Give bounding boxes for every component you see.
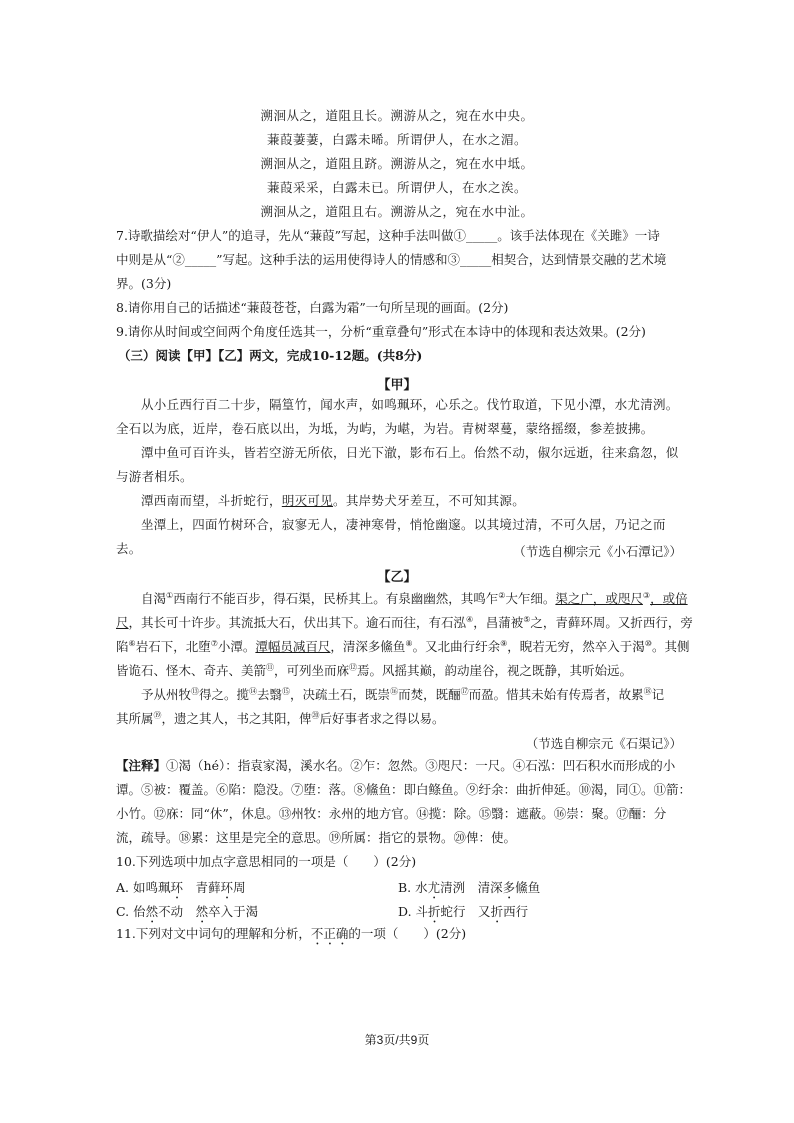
note-ref: ⑮ (282, 687, 291, 696)
option-c (116, 902, 258, 926)
opt-text: 卒入于渴 (208, 904, 259, 919)
yi-text: 其所属 (116, 711, 154, 727)
poem-line-2: 蒹葭萋萋，白露未晞。所谓伊人，在水之湄。 (266, 132, 527, 147)
opt-text: D. 斗 (398, 904, 429, 919)
passage-jia-para-4: 坐潭上，四面竹树环合，寂寥无人，凄神寒骨，悄怆幽邃。以其境过清，不可久居，乃记之而去。 (116, 517, 666, 556)
note-ref: ⑫ (349, 663, 358, 672)
yi-text: 岩石下，北堕 (135, 639, 211, 655)
opt-text: 蛇行 又 (440, 904, 491, 919)
yi-text: 而盈。惜其未始有传焉者，故累 (468, 687, 644, 703)
para-3-text-a: 潭西南而望，斗折蛇行， (141, 493, 282, 508)
underlined-phrase: 或倍 (662, 591, 688, 607)
note-ref: ② (498, 591, 506, 600)
yi-text: ，可列坐而庥 (274, 663, 350, 679)
yi-text: 去翳 (257, 687, 283, 703)
passage-jia-para-3 (116, 489, 682, 513)
yi-text: 焉。风摇其巅，韵动崖谷，视之既静，其听始远。 (357, 663, 633, 679)
underlined-phrase: 尺 (116, 615, 129, 631)
opt-text: C. 佁 (116, 904, 146, 919)
question-10: 10.下列选项中加点字意思相同的一项是（ ）(2分) (116, 854, 417, 869)
poem-line-5: 溯洄从之，道阻且右。溯游从之，宛在水中沚。 (260, 204, 534, 219)
underlined-phrase: 明灭可见 (281, 493, 334, 508)
note-ref: ④ (466, 615, 474, 624)
passage-yi-line-6 (116, 708, 682, 727)
opt-text: 不动 (158, 904, 196, 919)
notes-line-2: 谭。⑤被：覆盖。⑥陷：隐没。⑦堕：落。⑧鯈鱼：即白鲦鱼。⑨纡余：曲折伸延。⑩渴，同①。⑪箭： (116, 782, 692, 797)
para-3-text-b: 。其岸势犬牙差互，不可知其源。 (333, 493, 526, 508)
yi-text: 大乍细。 (505, 591, 556, 607)
poem-line-3: 溯洄从之，道阻且跻。溯游从之，宛在水中坻。 (260, 156, 534, 171)
opt-text: B. 水 (398, 880, 428, 895)
note-ref: ⑤ (523, 615, 531, 624)
yi-text: 皆诡石、怪木、奇卉、美箭 (116, 663, 267, 679)
question-11 (116, 926, 682, 948)
yi-text: ，遗之其人，书之其阳，俾 (161, 711, 312, 727)
option-d (398, 902, 528, 926)
dotted-char: 折 (490, 904, 504, 919)
poem-line-1: 溯洄从之，道阻且长。溯游从之，宛在水中央。 (260, 108, 534, 123)
yi-text: 记 (651, 687, 665, 703)
opt-text: 周 (233, 880, 246, 895)
opt-text: 青藓 (183, 880, 221, 895)
notes-label: 【注释】 (116, 758, 167, 773)
dotted-char: 折 (428, 904, 441, 919)
dotted-char: 然 (145, 904, 159, 919)
dotted-char: 然 (195, 904, 209, 919)
question-9: 9.请你从时间或空间两个角度任选其一，分析“重章叠句”形式在本诗中的体现和表达效果。(2分) (116, 324, 646, 339)
opt-text: 西行 (503, 904, 529, 919)
q11-text: 的一项（ ）(2分) (348, 926, 467, 941)
passage-jia-title: 【甲】 (377, 378, 417, 393)
yi-text: 得之。揽 (199, 687, 250, 703)
underlined-phrase: ， (650, 591, 663, 607)
yi-text: ，其长可十许步。其流抵大石，伏出其下。逾石而往，有石泓 (128, 615, 467, 631)
opt-text: 鯈鱼 (515, 880, 541, 895)
option-b (398, 878, 540, 902)
dotted-char: 尤 (427, 880, 441, 895)
yi-text: 西南行不能百步，得石渠，民桥其上。有泉幽幽然，其鸣乍 (173, 591, 499, 607)
dotted-char: 多 (502, 880, 516, 895)
notes-text: ①渴（hé）：指袁家渴，溪水名。②乍：忽然。③咫尺：一尺。④石泓：凹石积水而形成的小 (166, 758, 676, 773)
note-ref: ⑦ (210, 639, 218, 648)
dotted-emphasis: 不正确 (310, 926, 349, 941)
note-ref: ⑲ (153, 711, 162, 720)
note-ref: ⑩ (644, 639, 652, 648)
note-ref: ⑭ (249, 687, 258, 696)
opt-text: 清洌 清深 (440, 880, 503, 895)
yi-text: 。又北曲行纡余 (412, 639, 501, 655)
note-ref: ⑱ (643, 687, 652, 696)
underlined-phrase: 渠之广，或咫尺 (555, 591, 643, 607)
underlined-phrase: 潭幅员减百尺 (255, 639, 331, 655)
question-7-line-3: 界。(3分) (116, 276, 172, 291)
passage-jia-para-1: 从小丘西行百二十步，隔篁竹，闻水声，如鸣珮环，心乐之。伐竹取道，下见小潭，水尤清洌。全石以为底，近岸，卷石底以出，为坻，为屿，为嵁，为岩。青树翠蔓，蒙络摇缀，参差披拂。 (116, 397, 679, 436)
yi-text: 小潭。 (217, 639, 256, 655)
question-7-line-2: 中则是从“②_____”写起。这种手法的运用使得诗人的情感和③_____相契合，达到情景交融的艺术境 (116, 252, 667, 267)
notes-line-4: 流，疏导。⑱累：这里是完全的意思。⑲所属：指它的景物。⑳俾：使。 (116, 830, 517, 845)
note-ref: ⑬ (191, 687, 200, 696)
question-7-line-1: 7.诗歌描绘对“伊人”的追寻，先从“蒹葭”写起，这种手法叫做①_____。该手法体现在《关雎》一诗 (116, 228, 660, 243)
yi-text: ，决疏土石，既崇 (290, 687, 391, 703)
yi-text: ，昌蒲被 (473, 615, 524, 631)
option-a (116, 878, 246, 902)
note-ref: ③ (642, 591, 651, 600)
yi-text: 自渴 (141, 591, 167, 607)
yi-text: 予从州牧 (141, 687, 192, 703)
q11-text: 11.下列对文中词句的理解和分析， (116, 926, 311, 941)
note-ref: ⑳ (311, 711, 320, 720)
passage-yi-line-2 (116, 612, 693, 631)
note-ref: ⑪ (266, 663, 275, 672)
opt-text: A. 如鸣珮 (116, 880, 171, 895)
yi-text: 。其侧 (651, 639, 690, 655)
note-ref: ⑰ (460, 687, 469, 696)
dotted-char: 环 (220, 880, 234, 895)
note-ref: ① (166, 591, 174, 600)
dotted-char: 环 (170, 880, 183, 895)
question-8: 8.请你用自己的话描述“蒹葭苍苍，白露为霜”一句所呈现的画面。(2分) (116, 300, 509, 315)
note-ref: ⑧ (405, 639, 413, 648)
notes-line-3: 小竹。⑫庥：同“休”，休息。⑬州牧：永州的地方官。⑭揽：除。⑮翳：遮蔽。⑯崇：聚。⑰酾：分 (116, 806, 667, 821)
page-number: 第3页/共9页 (364, 1033, 430, 1047)
poem-line-4: 蒹葭采采，白露未已。所谓伊人，在水之涘。 (266, 180, 527, 195)
note-ref: ⑨ (500, 639, 508, 648)
passage-yi-title: 【乙】 (377, 570, 417, 585)
note-ref: ⑥ (128, 639, 136, 648)
yi-text: ，清深多鯈鱼 (330, 639, 406, 655)
yi-text: 后好事者求之得以易。 (319, 711, 445, 727)
passage-yi-source: （节选自柳宗元《石渠记》） (525, 736, 682, 751)
section-3-heading: （三）阅读【甲】【乙】两文，完成10-12题。(共8分) (118, 348, 423, 363)
yi-text: 而焚，既酾 (398, 687, 461, 703)
passage-jia-para-2: 潭中鱼可百许头，皆若空游无所依，日光下澈，影布石上。佁然不动，俶尔远逝，往来翕忽，似与游者相乐。 (116, 445, 679, 484)
passage-yi-line-1 (141, 588, 707, 607)
note-ref: ⑯ (390, 687, 399, 696)
yi-text: 陷 (116, 639, 129, 655)
passage-yi-line-4 (116, 660, 682, 679)
yi-text: ，睨若无穷，然卒入于渴 (507, 639, 645, 655)
notes-line-1 (116, 758, 682, 774)
passage-yi-line-5 (141, 684, 707, 703)
passage-jia-source: （节选自柳宗元《小石潭记》） (513, 544, 682, 559)
yi-text: 之，青藓环周。又折西行，旁 (530, 615, 693, 631)
passage-yi-line-3 (116, 636, 690, 655)
